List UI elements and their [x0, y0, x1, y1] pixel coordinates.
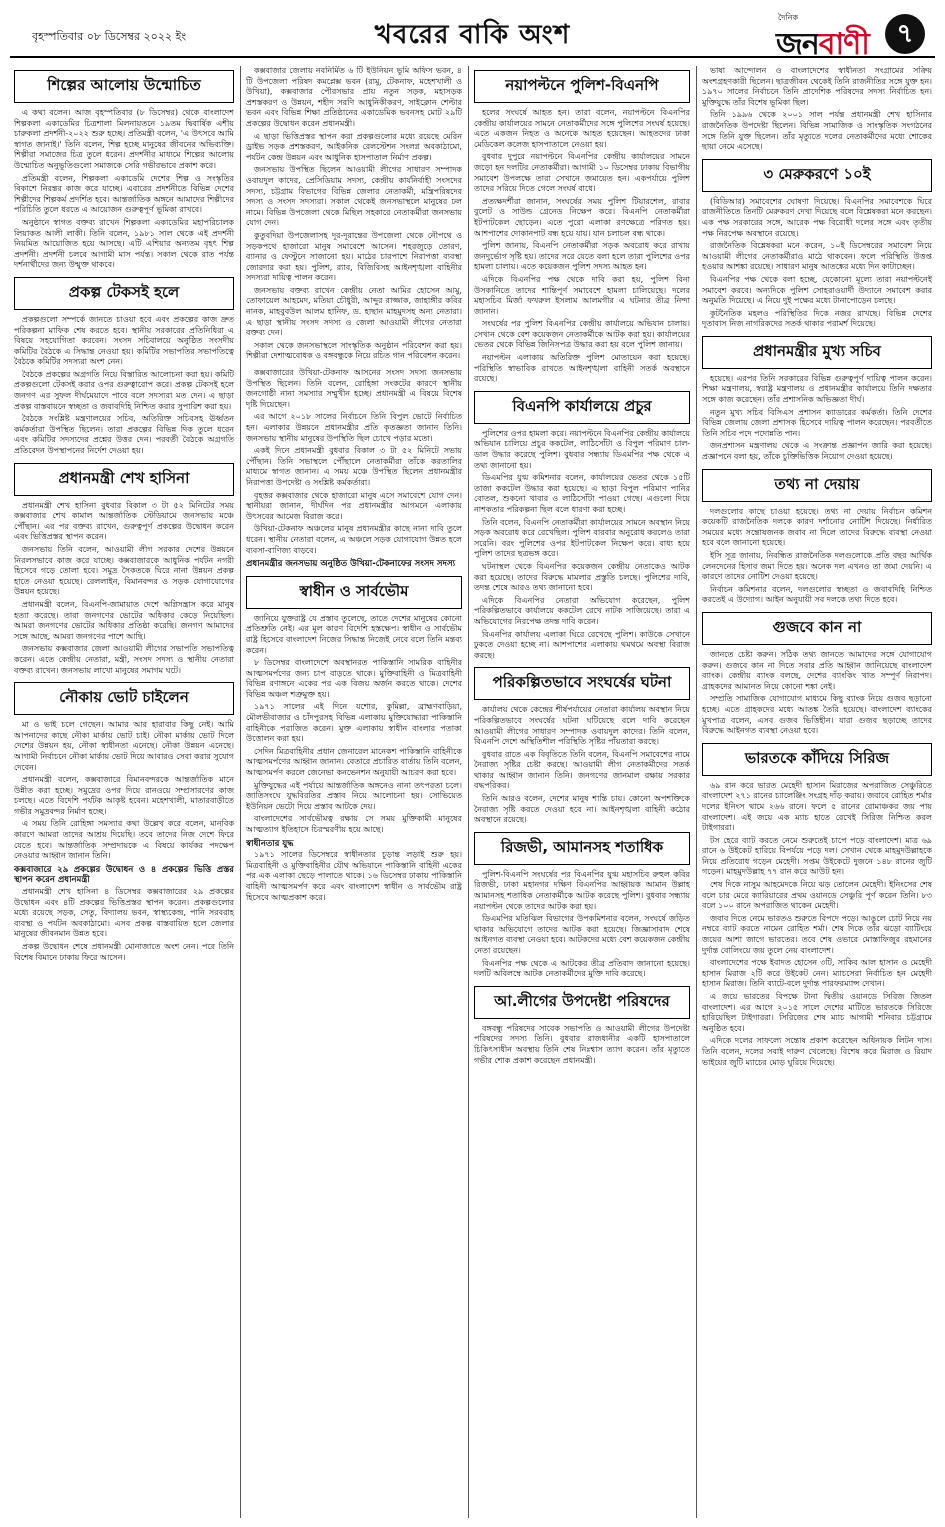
article-paragraph: জনপ্রশাসন মন্ত্রণালয় থেকে এ সংক্রান্ত প্রজ্ঞাপন জারি করা হয়েছে। প্রজ্ঞাপনে বলা হয়, তাঁকে চুক্তিভিত্তিক নিয়োগ দেওয়া হয়েছে।: [702, 441, 932, 462]
article-paragraph: ১৯৭১ সালের ডিসেম্বরে স্বাধীনতার চূড়ান্ত লড়াই শুরু হয়। মিত্রবাহিনী ও মুক্তিবাহিনীর যৌথ অভিযানে পাকিস্তানি বাহিনী একের পর এক এলাকা ছেড়ে পালাতে থাকে। ১৬ ডিসেম্বর ঢাকায় পাকিস্তানি বাহিনী আত্মসমর্পণ করে এবং বাংলাদেশ স্বাধীন ও সার্বভৌম রাষ্ট্র হিসেবে আত্মপ্রকাশ করে।: [246, 850, 462, 902]
section-title: খবরের বাকি অংশ: [374, 20, 571, 50]
article-body: [702, 507, 932, 606]
article-paragraph: বাংলাদেশের সার্বভৌমত্ব রক্ষায় সে সময় মুক্তিকামী মানুষের আত্মত্যাগ ইতিহাসে চিরস্মরণীয় হয়ে আছে।: [246, 814, 462, 834]
article: [14, 682, 234, 963]
article-paragraph: বৈঠকে সংশ্লিষ্ট মন্ত্রণালয়ের সচিব, অতিরিক্ত সচিবসহ ঊর্ধ্বতন কর্মকর্তারা উপস্থিত ছিলেন। তারা প্রকল্পের বিভিন্ন দিক তুলে ধরেন এবং কমিটির সদস্যদের প্রশ্নের উত্তর দেন। পরবর্তী বৈঠকে অগ্রগতি প্রতিবেদন উপস্থাপনের নির্দেশ দেওয়া হয়।: [14, 414, 234, 456]
article-paragraph: ১৯৭১ সালের এই দিনে যশোর, কুমিল্লা, ব্রাহ্মণবাড়িয়া, মৌলভীবাজার ও চাঁদপুরসহ বিভিন্ন এলাকায় মুক্তিযোদ্ধারা পাকিস্তানি বাহিনীকে পরাজিত করেন। মুক্ত এলাকায় স্বাধীন বাংলার পতাকা উত্তোলন করা হয়।: [246, 702, 462, 744]
article-body: [474, 429, 690, 661]
article-paragraph: নির্বাচন কমিশনার বলেন, দলগুলোর স্বচ্ছতা ও জবাবদিহি নিশ্চিত করতেই এ উদ্যোগ। আইন অনুযায়ী সব দলকে তথ্য দিতে হবে।: [702, 584, 932, 605]
article-paragraph: এদিকে দলের সাফল্যে সন্তোষ প্রকাশ করেছেন অধিনায়ক লিটন দাস। তিনি বলেন, দলের সবাই দারুণ খেলেছে। বিশেষ করে মিরাজ ও রিয়াদ ভাইয়ের জুটি ম্যাচের মোড় ঘুরিয়ে দিয়েছে।: [702, 1036, 932, 1067]
article-body: [14, 315, 234, 457]
article-paragraph: বুধবার দুপুরে নয়াপল্টনে বিএনপির কেন্দ্রীয় কার্যালয়ের সামনে জড়ো হন দলটির নেতাকর্মীরা। আগামী ১০ ডিসেম্বর ঢাকায় বিভাগীয় সমাবেশ উপলক্ষে তারা সেখানে জমায়েত হন। একপর্যায়ে পুলিশ তাদের সরিয়ে দিতে গেলে সংঘর্ষ বাধে।: [474, 152, 690, 194]
article-paragraph: পুলিশের ওপর হামলা করে। নয়াপল্টনে বিএনপির কেন্দ্রীয় কার্যালয়ে অভিযান চালিয়ে প্রচুর ককটেল, লাঠিসোঁটা ও বিপুল পরিমাণ চাল-ডাল উদ্ধার করেছে পুলিশ। বুধবার সন্ধ্যায় ডিএমপির পক্ষ থেকে এ তথ্য জানানো হয়।: [474, 428, 690, 470]
article-headline: নয়াপল্টনে পুলিশ-বিএনপি: [474, 70, 690, 103]
article-headline: পরিকল্পিতভাবে সংঘর্ষের ঘটনা: [474, 667, 690, 700]
article-paragraph: এ সময় তিনি রোহিঙ্গা সমস্যার কথা উল্লেখ করে বলেন, মানবিক কারণে আমরা তাদের আশ্রয় দিয়েছি। তবে তাদের নিজ দেশে ফিরে যেতে হবে। আন্তর্জাতিক সম্প্রদায়কে এ বিষয়ে কার্যকর পদক্ষেপ নেওয়ার আহ্বান জানান তিনি।: [14, 819, 234, 861]
article-paragraph: তিনি বলেন, বিএনপি নেতাকর্মীরা কার্যালয়ের সামনে অবস্থান নিয়ে সড়ক অবরোধ করে রেখেছিল। পুলিশ বারবার অনুরোধ করলেও তারা সরেনি। বরং পুলিশের ওপর ইটপাটকেল নিক্ষেপ করে। বাধ্য হয়ে পুলিশ তাদের ছত্রভঙ্গ করে।: [474, 517, 690, 559]
article-paragraph: কূটনৈতিক মহলও পরিস্থিতির দিকে নজর রাখছে। বিভিন্ন দেশের দূতাবাস নিজ নাগরিকদের সতর্ক থাকার পরামর্শ দিয়েছে।: [702, 308, 932, 329]
article-paragraph: কক্সবাজারের উখিয়া-টেকনাফ আসনের সংসদ সদস্য জনসভায় উপস্থিত ছিলেন। তিনি বলেন, রোহিঙ্গা সংকটের কারণে স্থানীয় জনগোষ্ঠী নানা সমস্যার সম্মুখীন হচ্ছে। প্রধানমন্ত্রী এ বিষয়ে বিশেষ দৃষ্টি দিয়েছেন।: [246, 368, 462, 409]
article-paragraph: দলগুলোর কাছে চাওয়া হয়েছে। তথ্য না দেয়ায় নির্বাচন কমিশন কয়েকটি রাজনৈতিক দলকে কারণ দর্শানোর নোটিশ দিয়েছে। নির্ধারিত সময়ের মধ্যে সন্তোষজনক জবাব না দিলে তাদের বিরুদ্ধে ব্যবস্থা নেওয়া হবে বলে জানানো হয়েছে।: [702, 506, 932, 548]
article-paragraph: সকাল থেকে জনসভাস্থলে সাংস্কৃতিক অনুষ্ঠান পরিবেশন করা হয়। শিল্পীরা দেশাত্মবোধক ও বঙ্গবন্ধুকে নিয়ে রচিত গান পরিবেশন করেন।: [246, 340, 462, 361]
article-paragraph: বুধবার রাতে এক বিবৃতিতে তিনি বলেন, বিএনপি সমাবেশের নামে নৈরাজ্য সৃষ্টির চেষ্টা করছে। আওয়ামী লীগ নেতাকর্মীদের সতর্ক থাকার আহ্বান জানান তিনি। জনগণের জানমাল রক্ষায় সরকার বদ্ধপরিকর।: [474, 749, 690, 791]
article-paragraph: প্রধানমন্ত্রী বলেন, কক্সবাজারে বিমানবন্দরকে আন্তর্জাতিক মানে উন্নীত করা হচ্ছে। সমুদ্রের ওপর দিয়ে রানওয়ে সম্প্রসারণের কাজ চলছে। এতে বিদেশি পর্যটক আকৃষ্ট হবেন। মহেশখালী, মাতারবাড়ীতে গভীর সমুদ্রবন্দর নির্মাণ হচ্ছে।: [14, 775, 234, 816]
article-body: [702, 781, 932, 1068]
article-paragraph: একই দিনে প্রধানমন্ত্রী বুধবার বিকাল ৩ টা ৫২ মিনিটে সভায় পৌঁছান। তিনি সভাস্থলে পৌঁছালে নেতাকর্মীরা তাঁকে করতালির মাধ্যমে স্বাগত জানান। এ সময় মঞ্চে উপস্থিত ছিলেন প্রধানমন্ত্রীর নিরাপত্তা উপদেষ্টা ও সংশ্লিষ্ট কর্মকর্তারা।: [246, 446, 462, 487]
column-1: [14, 66, 234, 1518]
article-headline: প্রকল্প টেকসই হলে: [14, 277, 234, 310]
article: [246, 66, 462, 362]
article-body: [474, 108, 690, 385]
logo-name-a: জন: [776, 27, 819, 62]
article-paragraph: ৮ ডিসেম্বর বাংলাদেশে অবস্থানরত পাকিস্তানি সামরিক বাহিনীর আত্মসমর্পণের জন্য চাপ বাড়তে থাকে। মুক্তিবাহিনী ও মিত্রবাহিনী বিভিন্ন রণাঙ্গনে একের পর এক বিজয় অর্জন করতে থাকে। দেশের বিভিন্ন অঞ্চল শত্রুমুক্ত হয়।: [246, 658, 462, 699]
article: [246, 368, 462, 570]
article: [702, 469, 932, 606]
article-paragraph: বিএনপির পক্ষ থেকে বলা হচ্ছে, যেকোনো মূল্যে তারা নয়াপল্টনেই সমাবেশ করবে। অন্যদিকে পুলিশ সোহরাওয়ার্দী উদ্যানে সমাবেশ করার অনুমতি দিয়েছে। এ নিয়ে দুই পক্ষের মধ্যে টানাপোড়েন চলছে।: [702, 274, 932, 306]
article-paragraph: বিএনপির কার্যালয় এলাকা ঘিরে রেখেছে পুলিশ। কাউকে সেখানে ঢুকতে দেওয়া হচ্ছে না। আশপাশের এলাকায় থমথমে অবস্থা বিরাজ করছে।: [474, 629, 690, 660]
article-paragraph: প্রধানমন্ত্রী শেখ হাসিনা ৪ ডিসেম্বর কক্সবাজারের ২৯ প্রকল্পের উদ্বোধন এবং ৪টি প্রকল্পের ভিত্তিপ্রস্তর স্থাপন করেন। প্রকল্পগুলোর মধ্যে রয়েছে সড়ক, সেতু, বিদ্যালয় ভবন, স্বাস্থ্যকেন্দ্র, পানি সরবরাহ ব্যবস্থা ও পর্যটন অবকাঠামো। এসব প্রকল্প বাস্তবায়িত হলে জেলার মানুষের জীবনমান উন্নত হবে।: [14, 887, 234, 939]
article-paragraph: জানতে চেষ্টা করুন। সঠিক তথ্য জানতে আমাদের সঙ্গে যোগাযোগ করুন। গুজবে কান না দিতে সবার প্রতি আহ্বান জানিয়েছে বাংলাদেশ ব্যাংক। কেন্দ্রীয় ব্যাংক বলছে, দেশের ব্যাংকিং খাত সম্পূর্ণ নিরাপদ। গ্রাহকদের আমানত নিয়ে কোনো শঙ্কা নেই।: [702, 649, 932, 691]
article-paragraph: কার্যালয় থেকে কেন্দ্রের শীর্ষপর্যায়ের নেতারা কার্যালয় অবস্থান নিয়ে পরিকল্পিতভাবে সংঘর্ষের ঘটনা ঘটিয়েছে বলে দাবি করেছেন আওয়ামী লীগের সাধারণ সম্পাদক ওবায়দুল কাদের। তিনি বলেন, বিএনপি দেশে অস্থিতিশীল পরিস্থিতি সৃষ্টির পাঁয়তারা করছে।: [474, 705, 690, 747]
newspaper-logo: [770, 10, 880, 62]
article-body: [702, 650, 932, 737]
article-paragraph: প্রকল্পগুলো সম্পর্কে জানতে চাওয়া হবে এবং প্রকল্পের কাজ দ্রুত পরিকল্পনা মাফিক শেষ করতে হবে। স্থানীয় সরকারের প্রতিনিধিরা এ বিষয়ে সহযোগিতা করবেন। সংসদ সচিবালয়ে অনুষ্ঠিত সংসদীয় কমিটির বৈঠকে এ সিদ্ধান্ত নেওয়া হয়। কমিটির সভাপতির সভাপতিত্বে বৈঠকে কমিটির সদস্যরা অংশ নেন।: [14, 314, 234, 367]
article-paragraph: ঘটনাস্থল থেকে বিএনপির কয়েকজন কেন্দ্রীয় নেতাকেও আটক করা হয়েছে। তাদের বিরুদ্ধে মামলার প্রস্তুতি চলছে। পুলিশের দাবি, তদন্ত শেষে আরও তথ্য জানানো হবে।: [474, 561, 690, 593]
article-paragraph: প্রত্যক্ষদর্শীরা জানান, সংঘর্ষের সময় পুলিশ টিয়ারশেল, রাবার বুলেট ও সাউন্ড গ্রেনেড নিক্ষেপ করে। বিএনপি নেতাকর্মীরা ইটপাটকেল ছোড়েন। এতে পুরো এলাকা রণক্ষেত্রে পরিণত হয়। আশপাশের দোকানপাট বন্ধ হয়ে যায়। যান চলাচল বন্ধ থাকে।: [474, 196, 690, 238]
article-paragraph: নয়াপল্টন এলাকায় অতিরিক্ত পুলিশ মোতায়েন করা হয়েছে। পরিস্থিতি স্বাভাবিক রাখতে আইনশৃঙ্খলা বাহিনী সতর্ক অবস্থানে রয়েছে।: [474, 353, 690, 384]
article-body: [702, 66, 932, 153]
column-divider: [468, 66, 469, 1518]
column-4: [702, 66, 932, 1518]
article-headline: রিজভী, আমানসহ শতাধিক: [474, 832, 690, 865]
article-paragraph: জনসভায় তিনি বলেন, আওয়ামী লীগ সরকার দেশের উন্নয়নে নিরলসভাবে কাজ করে যাচ্ছে। কক্সবাজারকে আধুনিক পর্যটন নগরী হিসেবে গড়ে তোলা হবে। সমুদ্র সৈকতকে ঘিরে নানা উন্নয়ন প্রকল্প হাতে নেওয়া হয়েছে। রেললাইন, বিমানবন্দর ও সড়ক যোগাযোগের উন্নয়ন হয়েছে।: [14, 545, 234, 597]
article-paragraph: প্রতিমন্ত্রী বলেন, শিল্পকলা একাডেমি দেশের শিল্প ও সংস্কৃতির বিকাশে নিরন্তর কাজ করে যাচ্ছে। এবারের প্রদর্শনীতে বিভিন্ন দেশের শিল্পীদের শিল্পকর্ম প্রদর্শিত হবে। আন্তর্জাতিক অঙ্গনে আমাদের শিল্পীদের পরিচিতি তুলে ধরতে এ আয়োজন গুরুত্বপূর্ণ ভূমিকা রাখবে।: [14, 173, 234, 215]
article-subheading: প্রধানমন্ত্রীর জনসভায় অনুষ্ঠিত উখিয়া-টেকনাফের সংসদ সদস্য: [246, 559, 456, 570]
article-paragraph: এ জয়ে ভারতের বিপক্ষে টানা দ্বিতীয় ওয়ানডে সিরিজ জিতল বাংলাদেশ। এর আগে ২০১৫ সালে দেশের মাটিতে ভারতকে সিরিজে হারিয়েছিল টাইগাররা। সিরিজের শেষ ম্যাচ আগামী শনিবার চট্টগ্রামে অনুষ্ঠিত হবে।: [702, 992, 932, 1033]
article-paragraph: সম্প্রতি সামাজিক যোগাযোগ মাধ্যমে কিছু ব্যাংক নিয়ে গুজব ছড়ানো হচ্ছে। এতে গ্রাহকদের মধ্যে আতঙ্ক তৈরি হয়েছে। বাংলাদেশ ব্যাংকের মুখপাত্র বলেন, এসব গুজব ভিত্তিহীন। যারা গুজব ছড়াচ্ছে তাদের বিরুদ্ধে আইনগত ব্যবস্থা নেওয়া হবে।: [702, 694, 932, 736]
article-headline: তথ্য না দেয়ায়: [702, 469, 932, 502]
article-paragraph: (বিডিআর) সমাবেশের ঘোষণা দিয়েছে। বিএনপির সমাবেশকে ঘিরে রাজনীতিতে তিনটি মেরুকরণ দেখা দিয়েছে বলে বিশ্লেষকরা মনে করছেন। এক পক্ষ সরকারের সঙ্গে, আরেক পক্ষ বিরোধী দলের সঙ্গে এবং তৃতীয় পক্ষ নিরপেক্ষ অবস্থানে রয়েছে।: [702, 196, 932, 238]
article-paragraph: প্রধানমন্ত্রী বলেন, বিএনপি-জামায়াত দেশে অগ্নিসন্ত্রাস করে মানুষ হত্যা করেছে। তারা জনগণের ভোটের অধিকার কেড়ে নিয়েছিল। আমরা জনগণের ভোটের অধিকার প্রতিষ্ঠা করেছি। জনগণ আমাদের সঙ্গে আছে, আমরা জনগণের পাশে আছি।: [14, 599, 234, 641]
article-headline: প্রধানমন্ত্রীর মুখ্য সচিব: [702, 336, 932, 369]
article-paragraph: পুলিশ জানায়, বিএনপি নেতাকর্মীরা সড়ক অবরোধ করে রাখায় জনদুর্ভোগ সৃষ্টি হয়। তাদের সরে যেতে বলা হলে তারা পুলিশের ওপর হামলা চালায়। এতে কয়েকজন পুলিশ সদস্য আহত হন।: [474, 241, 690, 272]
article: [702, 612, 932, 737]
article: [14, 463, 234, 677]
column-2: [246, 66, 462, 1518]
article-headline: ৩ মেরুকরণে ১০ই: [702, 159, 932, 192]
article-paragraph: রাজনৈতিক বিশ্লেষকরা মনে করেন, ১০ই ডিসেম্বরের সমাবেশ নিয়ে আওয়ামী লীগের নেতাকর্মীরাও মাঠে থাকবেন। ফলে পরিস্থিতি উত্তপ্ত হওয়ার আশঙ্কা রয়েছে। সাধারণ মানুষ আতঙ্কের মধ্যে দিন কাটাচ্ছেন।: [702, 241, 932, 272]
article-paragraph: সংঘর্ষের পর পুলিশ বিএনপির কেন্দ্রীয় কার্যালয়ে অভিযান চালায়। সেখান থেকে বেশ কয়েকজন নেতাকর্মীকে আটক করা হয়। কার্যালয়ের ভেতর থেকে বিভিন্ন জিনিসপত্র উদ্ধার করা হয় বলে পুলিশ জানায়।: [474, 319, 690, 350]
article-paragraph: টস হেরে ব্যাট করতে নেমে শুরুতেই চাপে পড়ে বাংলাদেশ। মাত্র ৬৯ রানে ৬ উইকেট হারিয়ে বিপর্যয়ে পড়ে দল। সেখান থেকে মাহমুদউল্লাহকে নিয়ে প্রতিরোধ গড়েন মেহেদী। সপ্তম উইকেটে দুজনে ১৪৮ রানের জুটি গড়েন। মাহমুদউল্লাহ ৭৭ রান করে আউট হন।: [702, 835, 932, 877]
article-headline: আ.লীগের উপদেষ্টা পরিষদের: [474, 986, 690, 1019]
article-body: [14, 501, 234, 677]
article-paragraph: ডিএমপির মতিঝিল বিভাগের উপকমিশনার বলেন, সংঘর্ষে জড়িত থাকার অভিযোগে তাদের আটক করা হয়েছে। জিজ্ঞাসাবাদ শেষে আইনগত ব্যবস্থা নেওয়া হবে। আটকদের মধ্যে বেশ কয়েকজন কেন্দ্রীয় নেতা রয়েছেন।: [474, 914, 690, 955]
article-paragraph: কুতুবদিয়া উপজেলাসহ দূর-দূরান্তের উপজেলা থেকে নৌপথে ও সড়কপথে হাজারো মানুষ সমাবেশে আসেন। শহরজুড়ে তোরণ, ব্যানার ও ফেস্টুনে সাজানো হয়। মাঠের চারপাশে নিরাপত্তা ব্যবস্থা জোরদার করা হয়। পুলিশ, র‌্যাব, বিজিবিসহ আইনশৃঙ্খলা বাহিনীর সদস্যরা দায়িত্ব পালন করেন।: [246, 230, 462, 283]
logo-prefix: দৈনিক: [778, 13, 799, 22]
article-paragraph: অনুষ্ঠানে স্বাগত বক্তব্য রাখেন শিল্পকলা একাডেমির মহাপরিচালক লিয়াকত আলী লাকী। তিনি বলেন, ১৯৮১ সাল থেকে এই প্রদর্শনী নিয়মিত আয়োজিত হয়ে আসছে। এটি এশিয়ার অন্যতম বৃহৎ শিল্প প্রদর্শনী। প্রদর্শনী চলবে আগামী মাস পর্যন্ত। সকাল থেকে রাত পর্যন্ত দর্শনার্থীদের জন্য উন্মুক্ত থাকবে।: [14, 217, 234, 270]
article-headline: স্বাধীন ও সার্বভৌম: [246, 576, 462, 609]
article-paragraph: বৈঠকে প্রকল্পের অগ্রগতি নিয়ে বিস্তারিত আলোচনা করা হয়। কমিটি প্রকল্পগুলো টেকসই করার ওপর গুরুত্বারোপ করে। প্রকল্প টেকসই হলে জনগণ এর সুফল দীর্ঘমেয়াদে পাবে বলে সদস্যরা মত দেন। এ ছাড়া প্রকল্প বাস্তবায়নে স্বচ্ছতা ও জবাবদিহি নিশ্চিত করার সুপারিশ করা হয়।: [14, 369, 234, 411]
article-paragraph: প্রকল্প উদ্বোধন শেষে প্রধানমন্ত্রী মোনাজাতে অংশ নেন। পরে তিনি বিশেষ বিমানে ঢাকায় ফিরে আসেন।: [14, 942, 234, 962]
masthead: [10, 8, 935, 62]
article-body: [702, 374, 932, 463]
article-paragraph: প্রধানমন্ত্রী শেখ হাসিনা বুধবার বিকাল ৩ টা ৫২ মিনিটের সময় কক্সবাজার শেখ কামাল আন্তর্জাতিক স্টেডিয়ামে জনসভায় মঞ্চে পৌঁছান। এর পর বক্তব্য রাখেন, গুরুত্বপূর্ণ প্রকল্পের উদ্বোধন করেন এবং ভিত্তিপ্রস্তর স্থাপন করেন।: [14, 500, 234, 542]
article-body: [474, 870, 690, 980]
article-paragraph: হলের সংঘর্ষে আহত হন। তারা বলেন, নয়াপল্টনে বিএনপির কেন্দ্রীয় কার্যালয়ের সামনে নেতাকর্মীদের সঙ্গে পুলিশের সংঘর্ষ হয়েছে। এতে একজন নিহত ও অনেকে আহত হয়েছেন। আহতদের ঢাকা মেডিকেল কলেজ হাসপাতালে নেওয়া হয়।: [474, 108, 690, 149]
article-paragraph: জনসভায় কক্সবাজার জেলা আওয়ামী লীগের সভাপতি সভাপতিত্ব করেন। এতে কেন্দ্রীয় নেতারা, মন্ত্রী, সংসদ সদস্য ও স্থানীয় নেতারা বক্তব্য রাখেন। জনসভায় লাখো মানুষের সমাগম ঘটে।: [14, 644, 234, 675]
article-paragraph: এর আগে ২০১৮ সালের নির্বাচনে তিনি বিপুল ভোটে নির্বাচিত হন। এলাকার উন্নয়নে প্রধানমন্ত্রীর প্রতি কৃতজ্ঞতা জানান তিনি। জনসভায় স্থানীয় মানুষের উপস্থিতি ছিল চোখে পড়ার মতো।: [246, 412, 462, 443]
article-subheading: স্বাধীনতার যুদ্ধ: [246, 838, 294, 849]
article: [702, 743, 932, 1068]
article: [702, 66, 932, 153]
article: [474, 667, 690, 826]
article-paragraph: বিএনপির পক্ষ থেকে এ আটকের তীব্র প্রতিবাদ জানানো হয়েছে। দলটি অবিলম্বে আটক নেতাকর্মীদের মুক্তি দাবি করেছে।: [474, 958, 690, 979]
article-headline: ভারতকে কাঁদিয়ে সিরিজ: [702, 743, 932, 776]
article-paragraph: ইসি সূত্র জানায়, নিবন্ধিত রাজনৈতিক দলগুলোকে প্রতি বছর আর্থিক লেনদেনের হিসাব জমা দিতে হয়। অনেক দল এখনও তা জমা দেয়নি। এ কারণে তাদের নোটিশ দেওয়া হয়েছে।: [702, 551, 932, 582]
article-body: [474, 705, 690, 826]
article: [474, 391, 690, 661]
article-paragraph: পুলিশ-বিএনপি সংঘর্ষের পর বিএনপির যুগ্ম মহাসচিব রুহুল কবির রিজভী, ঢাকা মহানগর দক্ষিণ বিএনপির আহ্বায়ক আমান উল্লাহ আমানসহ শতাধিক নেতাকর্মীকে আটক করেছে পুলিশ। বুধবার সন্ধ্যায় নয়াপল্টন থেকে তাদের আটক করা হয়।: [474, 869, 690, 911]
article-body: [14, 108, 234, 271]
article-paragraph: মুক্তিযুদ্ধের এই পর্যায়ে আন্তর্জাতিক অঙ্গনেও নানা তৎপরতা চলে। জাতিসংঘে যুদ্ধবিরতির প্রস্তাব নিয়ে আলোচনা হয়। সোভিয়েত ইউনিয়ন ভেটো দিয়ে প্রস্তাব আটকে দেয়।: [246, 780, 462, 811]
article: [702, 336, 932, 463]
article-headline: নৌকায় ভোট চাইলেন: [14, 682, 234, 715]
article-body: [14, 720, 234, 963]
article-paragraph: এদিকে বিএনপির নেতারা অভিযোগ করেছেন, পুলিশ পরিকল্পিতভাবে কার্যালয়ে ককটেল রেখে নাটক সাজিয়েছে। তারা এ অভিযোগের নিরপেক্ষ তদন্ত দাবি করেন।: [474, 595, 690, 626]
article: [474, 70, 690, 385]
article: [246, 576, 462, 903]
article-body: [246, 66, 462, 362]
article-body: [246, 368, 462, 570]
article: [474, 832, 690, 980]
article: [474, 986, 690, 1066]
article-headline: প্রধানমন্ত্রী শেখ হাসিনা: [14, 463, 234, 496]
article: [14, 277, 234, 457]
article-paragraph: বাংলাদেশের পক্ষে ইবাদত হোসেন ৩টি, সাকিব আল হাসান ও মেহেদী হাসান মিরাজ ২টি করে উইকেট নেন। ম্যাচসেরা নির্বাচিত হন মেহেদী হাসান মিরাজ। তিনি ব্যাটে-বলে দুর্দান্ত পারফরম্যান্স দেখান।: [702, 958, 932, 989]
article-subheading: কক্সবাজারে ২৯ প্রকল্পের উদ্বোধন ও ৪ প্রকল্পের ভিত্তি প্রস্তর স্থাপন করেন প্রধানমন্ত্রী: [14, 864, 234, 886]
article-paragraph: কক্সবাজার জেলায় নবনির্মিত ৬ টি ইউনিয়ন ভূমি অফিস ভবন, ৪ টি উপজেলা পরিষদ কমপ্লেক্স ভবন (রামু, টেকনাফ, মহেশখালী ও উখিয়া), কক্সবাজার পৌরসভার প্রায় নতুন সড়ক, মহাসড়ক প্রশস্তকরণ ও উন্নয়ন, শহীদ সরণি আধুনিকীকরণ, সাইক্লোন শেল্টার ভবন এবং বিভিন্ন শিক্ষা প্রতিষ্ঠানের একাডেমিক ভবনসহ মোট ২৯টি প্রকল্পের উদ্বোধন করেন প্রধানমন্ত্রী।: [246, 66, 462, 128]
issue-date: বৃহস্পতিবার ০৮ ডিসেম্বর ২০২২ ইং: [32, 30, 187, 43]
article-paragraph: জনসভায় বক্তব্য রাখেন কেন্দ্রীয় নেতা আমির হোসেন আমু, তোফায়েল আহমেদ, মতিয়া চৌধুরী, আব্দুর রাজ্জাক, জাহাঙ্গীর কবির নানক, মাহবুবউল আলম হানিফ, ড. হাছান মাহমুদসহ অন্য নেতারা। এ ছাড়া স্থানীয় সংসদ সদস্য ও জেলা আওয়ামী লীগের নেতারা বক্তব্য দেন।: [246, 285, 462, 338]
article-paragraph: এ কথা বলেন। আজ বৃহস্পতিবার (৮ ডিসেম্বর) থেকে বাংলাদেশ শিল্পকলা একাডেমির চিত্রশালা মিলনায়তনে ১৯তম দ্বিবার্ষিক এশীয় চারুকলা প্রদর্শনী-২০২২ শুরু হচ্ছে। প্রতিমন্ত্রী বলেন, 'এ উৎসবে আমি স্বাগত জানাই।' তিনি বলেন, শিল্প হচ্ছে মানুষের জীবনের অভিব্যক্তি। শিল্পীরা সমাজের চিত্র তুলে ধরেন। প্রদর্শনীর মাধ্যমে শিল্পের আলোয় উন্মোচিত অনুভূতিগুলো সমাজকে সেরি গভীরভাবে প্রকাশ করে।: [14, 108, 234, 170]
article-headline: গুজবে কান না: [702, 612, 932, 645]
article-paragraph: তিনি আরও বলেন, দেশের মানুষ শান্তি চায়। কোনো অপশক্তিকে নৈরাজ্য সৃষ্টি করতে দেওয়া হবে না। আইনশৃঙ্খলা বাহিনী কঠোর অবস্থানে রয়েছে।: [474, 794, 690, 825]
article-body: [474, 1024, 690, 1066]
article-paragraph: নতুন মুখ্য সচিব বিসিএস প্রশাসন ক্যাডারের কর্মকর্তা। তিনি দেশের বিভিন্ন জেলায় জেলা প্রশাসক হিসেবে দায়িত্ব পালন করেছেন। পরবর্তীতে তিনি সচিব পদে পদোন্নতি পান।: [702, 407, 932, 438]
article-paragraph: শেষ দিকে নাসুম আহমেদকে নিয়ে ঝড় তোলেন মেহেদী। ইনিংসের শেষ বলে চার মেরে ক্যারিয়ারের প্রথম ওয়ানডে সেঞ্চুরি পূর্ণ করেন তিনি। ৮৩ বলে ১০০ রানে অপরাজিত থাকেন মেহেদী।: [702, 880, 932, 911]
article-paragraph: তিনি ১৯৯৬ থেকে ২০০১ সাল পর্যন্ত প্রধানমন্ত্রী শেখ হাসিনার রাজনৈতিক উপদেষ্টা ছিলেন। বিভিন্ন সামাজিক ও সাংস্কৃতিক সংগঠনের সঙ্গে তিনি যুক্ত ছিলেন। তাঁর মৃত্যুতে দলের নেতাকর্মীদের মধ্যে শোকের ছায়া নেমে এসেছে।: [702, 110, 932, 152]
article-paragraph: এ ছাড়া ভিত্তিপ্রস্তর স্থাপন করা প্রকল্পগুলোর মধ্যে রয়েছে মেরিন ড্রাইভ সড়ক প্রশস্তকরণ, আইকনিক রেলস্টেশন সংলগ্ন অবকাঠামো, পর্যটন কেন্দ্র উন্নয়ন এবং আধুনিক হাসপাতাল নির্মাণ প্রকল্প।: [246, 131, 462, 162]
article-paragraph: বৃহত্তর কক্সবাজার থেকে হাজারো মানুষ এসে সমাবেশে যোগ দেন। স্থানীয়রা জানান, দীর্ঘদিন পর প্রধানমন্ত্রীর আগমনে এলাকায় উৎসবের আমেজ বিরাজ করে।: [246, 490, 462, 521]
article-paragraph: মা ও ভাই চলে গেছেন। আমার আর হারাবার কিছু নেই। আমি আপনাদের কাছে নৌকা মার্কায় ভোট চাই। নৌকা মার্কায় ভোট দিলে দেশের উন্নয়ন হয়, নৌকা স্বাধীনতা এনেছে। নৌকা উন্নয়ন এনেছে। আগামী নির্বাচনে নৌকা মার্কায় ভোট দিয়ে আবারও সেবা করার সুযোগ দেবেন।: [14, 720, 234, 772]
article-paragraph: ডিএমপির যুগ্ম কমিশনার বলেন, কার্যালয়ের ভেতর থেকে ১৫টি তাজা ককটেল উদ্ধার করা হয়েছে। এ ছাড়া বিপুল পরিমাণ পানির বোতল, শুকনো খাবার ও লাঠিসোঁটা পাওয়া গেছে। এগুলো দিয়ে নাশকতার পরিকল্পনা ছিল বলে ধারণা করা হচ্ছে।: [474, 473, 690, 514]
article: [14, 70, 234, 271]
page-number-badge: ৭: [885, 14, 925, 54]
article-body: [702, 197, 932, 330]
article-paragraph: ভাষা আন্দোলন ও বাংলাদেশের স্বাধীনতা সংগ্রামের সক্রিয় অংশগ্রহণকারী ছিলেন। ছাত্রজীবন থেকেই তিনি রাজনীতির সঙ্গে যুক্ত হন। ১৯৭০ সালের নির্বাচনে তিনি প্রাদেশিক পরিষদের সদস্য নির্বাচিত হন। মুক্তিযুদ্ধে তাঁর বিশেষ ভূমিকা ছিল।: [702, 66, 932, 107]
article-paragraph: সেদিন মিত্রবাহিনীর প্রধান জেনারেল মানেকশ পাকিস্তানি বাহিনীকে আত্মসমর্পণের আহ্বান জানান। বেতারে প্রচারিত বার্তায় তিনি বলেন, আত্মসমর্পণ করলে জেনেভা কনভেনশন অনুযায়ী আচরণ করা হবে।: [246, 746, 462, 778]
article-headline: শিল্পের আলোয় উন্মোচিত: [14, 70, 234, 103]
logo-name-b: বাণী: [818, 27, 869, 62]
article-paragraph: জনসভায় উপস্থিত ছিলেন আওয়ামী লীগের সাধারণ সম্পাদক ওবায়দুল কাদের, প্রেসিডিয়াম সদস্য, কেন্দ্রীয় কার্যনির্বাহী সংসদের সদস্য, চট্টগ্রাম বিভাগের বিভিন্ন জেলার নেতাকর্মী, মন্ত্রিপরিষদের সদস্য ও সংসদ সদস্যরা। সকাল থেকেই জনসভাস্থলে মানুষের ঢল নামে। বিভিন্ন উপজেলা থেকে মিছিল সহকারে নেতাকর্মীরা জনসভায় যোগ দেন।: [246, 165, 462, 228]
article: [702, 159, 932, 330]
column-divider: [696, 66, 697, 1518]
column-3: [474, 66, 690, 1518]
column-divider: [240, 66, 241, 1518]
article-paragraph: হয়েছে। এরপর তিনি সরকারের বিভিন্ন গুরুত্বপূর্ণ দায়িত্ব পালন করেন। শিক্ষা মন্ত্রণালয়, স্বরাষ্ট্র মন্ত্রণালয় ও প্রধানমন্ত্রীর কার্যালয়ে তিনি দক্ষতার সঙ্গে কাজ করেছেন। তাঁর প্রশাসনিক অভিজ্ঞতা দীর্ঘ।: [702, 373, 932, 405]
article-paragraph: বঙ্গবন্ধু পরিষদের সাবেক সভাপতি ও আওয়ামী লীগের উপদেষ্টা পরিষদের সদস্য তিনি। বুধবার রাজধানীর একটি হাসপাতালে চিকিৎসাধীন অবস্থায় তিনি শেষ নিঃশ্বাস ত্যাগ করেন। তাঁর মৃত্যুতে গভীর শোক প্রকাশ করেছেন প্রধানমন্ত্রী।: [474, 1023, 690, 1065]
article-body: [246, 614, 462, 903]
article-paragraph: জবাব দিতে নেমে ভারতও শুরুতে বিপদে পড়ে। আঙুলে চোট নিয়ে নয় নম্বরে ব্যাট করতে নামেন রোহিত শর্মা। শেষ দিকে তাঁর ঝড়ো ব্যাটিংয়ে জয়ের আশা জাগে ভারতের। তবে শেষ ওভারে মোস্তাফিজুর রহমানের দুর্দান্ত বোলিংয়ে জয় তুলে নেয় বাংলাদেশ।: [702, 913, 932, 955]
article-paragraph: উখিয়া-টেকনাফ অঞ্চলের মানুষ প্রধানমন্ত্রীর কাছে নানা দাবি তুলে ধরেন। স্থানীয় নেতারা বলেন, এ অঞ্চলে সড়ক যোগাযোগ উন্নত হলে ব্যবসা-বাণিজ্য বাড়বে।: [246, 524, 462, 555]
article-paragraph: এদিকে বিএনপির পক্ষ থেকে দাবি করা হয়, পুলিশ বিনা উসকানিতে তাদের শান্তিপূর্ণ সমাবেশে হামলা চালিয়েছে। দলের মহাসচিব মির্জা ফখরুল ইসলাম আলমগীর এ ঘটনার তীব্র নিন্দা জানান।: [474, 274, 690, 316]
article-headline: বিএনপি কার্যালয়ে প্রচুর: [474, 391, 690, 424]
article-paragraph: জানিয়ে যুক্তরাষ্ট্র যে প্রস্তাব তুলেছে, তাতে দেশের মানুষের কোনো প্রতিশ্রুতি নেই। এর মূল কারণ বিদেশি হস্তক্ষেপ। স্বাধীন ও সার্বভৌম রাষ্ট্র হিসেবে বাংলাদেশ নিজের সিদ্ধান্ত নিজেই নেবে বলে তিনি মন্তব্য করেন।: [246, 613, 462, 655]
article-paragraph: ৬৯ রান করে ভারত মেহেদী হাসান মিরাজের অপরাজিত সেঞ্চুরিতে বাংলাদেশ ২৭১ রানের চ্যালেঞ্জিং সংগ্রহ দাঁড় করায়। জবাবে রোহিত শর্মার দলের ইনিংস থামে ২৬৬ রানে। ফলে ৫ রানের রোমাঞ্চকর জয় পায় বাংলাদেশ। এই জয়ে এক ম্যাচ হাতে রেখেই সিরিজ নিশ্চিত করল টাইগাররা।: [702, 780, 932, 833]
